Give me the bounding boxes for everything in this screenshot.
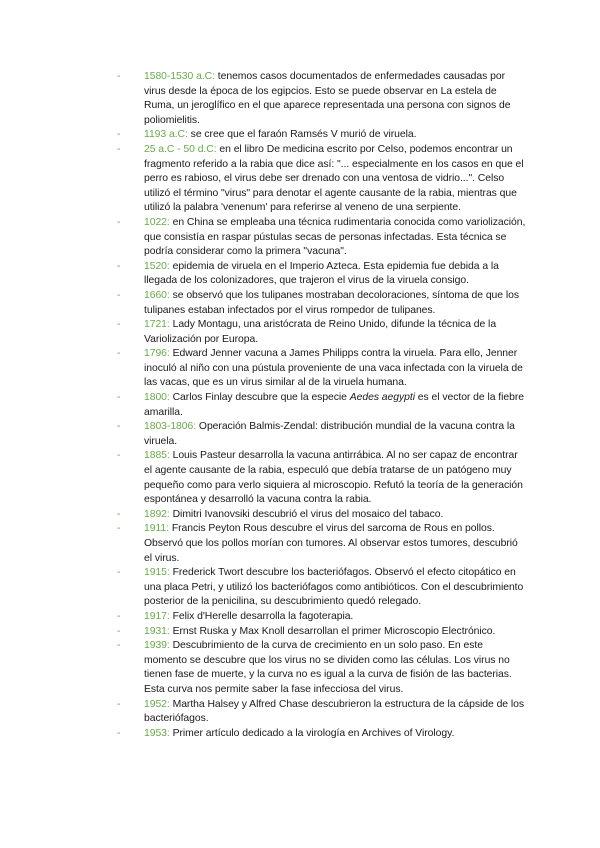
species-name: Aedes aegypti xyxy=(349,392,415,404)
bullet: - xyxy=(117,216,121,228)
timeline-entry xyxy=(117,420,527,449)
timeline-list xyxy=(117,70,527,741)
entry-text: se observó que los tulipanes mostraban decoloraciones, síntoma de que los tulipanes estaban infectados por el virus rompedor de tulipanes. xyxy=(144,289,519,316)
entry-text: Primer artículo dedicado a la virología en Archives of Virology. xyxy=(169,727,455,739)
entry-text: Operación Balmis-Zendal: distribución mundial de la vacuna contra la viruela. xyxy=(144,421,515,447)
entry-date: 1800: xyxy=(144,392,170,404)
bullet: - xyxy=(117,260,121,272)
entry-date: 1931: xyxy=(144,625,170,637)
timeline-entry xyxy=(117,128,527,143)
entry-text: Felix d'Herelle desarrolla la fagoterapia. xyxy=(169,610,354,622)
timeline-entry xyxy=(117,625,527,640)
entry-text: Frederick Twort descubre los bacteriófagos. Observó el efecto citopático en una placa Petri, y utilizó los bacteriófagos como antibióticos. Con el descubrimiento posterior de la penicilina, su descubrimiento quedó relegado. xyxy=(144,567,524,608)
entry-text: Francis Peyton Rous descubre el virus del sarcoma de Rous en pollos. Observó que los pollos morían con tumores. Al observar estos tumores, descubrió el virus. xyxy=(144,523,518,564)
bullet: - xyxy=(117,71,121,82)
bullet: - xyxy=(117,523,121,535)
timeline-entry xyxy=(117,522,527,566)
bullet: - xyxy=(117,640,121,652)
timeline-entry xyxy=(117,347,527,391)
bullet: - xyxy=(117,319,121,331)
entry-date: 1580-1530 a.C: xyxy=(144,71,215,82)
timeline-entry xyxy=(117,639,527,697)
entry-date: 1193 a.C: xyxy=(144,129,188,141)
entry-date: 1953: xyxy=(144,727,170,739)
timeline-entry xyxy=(117,610,527,625)
timeline-entry xyxy=(117,216,527,260)
entry-text: Lady Montagu, una aristócrata de Reino Unido, difunde la técnica de la Variolización por Europa. xyxy=(144,319,497,345)
bullet: - xyxy=(117,625,121,637)
entry-date: 1917: xyxy=(144,610,170,622)
timeline-entry xyxy=(117,508,527,523)
timeline-entry xyxy=(117,318,527,347)
entry-date: 25 a.C - 50 d.C: xyxy=(144,143,217,155)
entry-date: 1952: xyxy=(144,698,170,710)
bullet: - xyxy=(117,508,121,520)
entry-text: Martha Halsey y Alfred Chase descubrieron la estructura de la cápside de los bacteriófagos. xyxy=(144,698,525,725)
entry-date: 1660: xyxy=(144,289,170,301)
entry-text: tenemos casos documentados de enfermedades causadas por virus desde la época de los egipcios. Esto se puede observar en La estela de Ruma, un jeroglífico en el que aparece representada una persona con signos de poliomielitis. xyxy=(144,71,511,126)
entry-text-part: es el vector de la fiebre amarilla. xyxy=(144,392,524,418)
bullet: - xyxy=(117,727,121,739)
entry-text: epidemia de viruela en el Imperio Azteca. Esta epidemia fue debida a la llegada de los colonizadores, que trajeron el virus de la viruela consigo. xyxy=(144,260,499,287)
timeline-entry xyxy=(117,449,527,507)
entry-text: en China se empleaba una técnica rudimentaria conocida como variolización, que consistía en raspar pústulas secas de personas infectadas. Esta técnica se podría considerar como la primera "vacuna". xyxy=(144,216,526,258)
entry-date: 1915: xyxy=(144,567,170,579)
timeline-entry xyxy=(117,566,527,610)
entry-date: 1885: xyxy=(144,450,170,462)
bullet: - xyxy=(117,567,121,579)
entry-date: 1939: xyxy=(144,640,170,652)
bullet: - xyxy=(117,421,121,433)
timeline-entry xyxy=(117,391,527,420)
timeline-entry xyxy=(117,260,527,289)
bullet: - xyxy=(117,698,121,710)
bullet: - xyxy=(117,610,121,622)
timeline-entry xyxy=(117,70,527,128)
entry-text: Dimitri Ivanovsiki descubrió el virus del mosaico del tabaco. xyxy=(169,508,444,520)
entry-text: Louis Pasteur desarrolla la vacuna antirrábica. Al no ser capaz de encontrar el agente causante de la rabia, especuló que debía tratarse de un patógeno muy pequeño como para verlo siquiera al microscopio. Refutó la teoría de la generación espontánea y desarrolló la vacuna contra la rabia. xyxy=(144,450,523,506)
entry-date: 1520: xyxy=(144,260,170,272)
bullet: - xyxy=(117,392,121,404)
entry-date: 1803-1806: xyxy=(144,421,197,433)
bullet: - xyxy=(117,129,121,141)
bullet: - xyxy=(117,289,121,301)
timeline-entry xyxy=(117,698,527,727)
entry-text: Descubrimiento de la curva de crecimiento en un solo paso. En este momento se descubre que los virus no se dividen como las células. Los virus no tienen fase de muerte, y la curva no es igual a la curva de fisión de las bacterias. Esta curva nos permite saber la fase infecciosa del virus. xyxy=(144,640,512,695)
entry-text: se cree que el faraón Ramsés V murió de viruela. xyxy=(187,129,417,141)
entry-text: en el libro De medicina escrito por Celso, podemos encontrar un fragmento referido a la rabia que dice así: "... especialmente en los casos en que el perro es rabioso, el virus debe ser drenado con una ventosa de vidrio...". Celso utilizó el término "virus" para denotar el agente causante de la rabia, mientras que utilizó la palabra 'venenum' para referirse al veneno de una serpiente. xyxy=(144,143,524,214)
timeline-entry xyxy=(117,143,527,216)
entry-text-part: Carlos Finlay descubre que la especie xyxy=(169,392,350,404)
entry-text: Edward Jenner vacuna a James Philipps contra la viruela. Para ello, Jenner inoculó al niño con una pústula proveniente de una vaca infectada con la viruela de las vacas, que es un virus similar al de la viruela humana. xyxy=(144,348,523,389)
timeline-entry xyxy=(117,727,527,742)
entry-date: 1721: xyxy=(144,319,170,331)
entry-date: 1892: xyxy=(144,508,170,520)
bullet: - xyxy=(117,450,121,462)
entry-date: 1022: xyxy=(144,216,170,228)
bullet: - xyxy=(117,348,121,360)
bullet: - xyxy=(117,143,121,155)
entry-date: 1911: xyxy=(144,523,169,535)
entry-date: 1796: xyxy=(144,348,170,360)
timeline-entry xyxy=(117,289,527,318)
entry-text xyxy=(144,392,524,418)
entry-text: Ernst Ruska y Max Knoll desarrollan el primer Microscopio Electrónico. xyxy=(169,625,496,637)
